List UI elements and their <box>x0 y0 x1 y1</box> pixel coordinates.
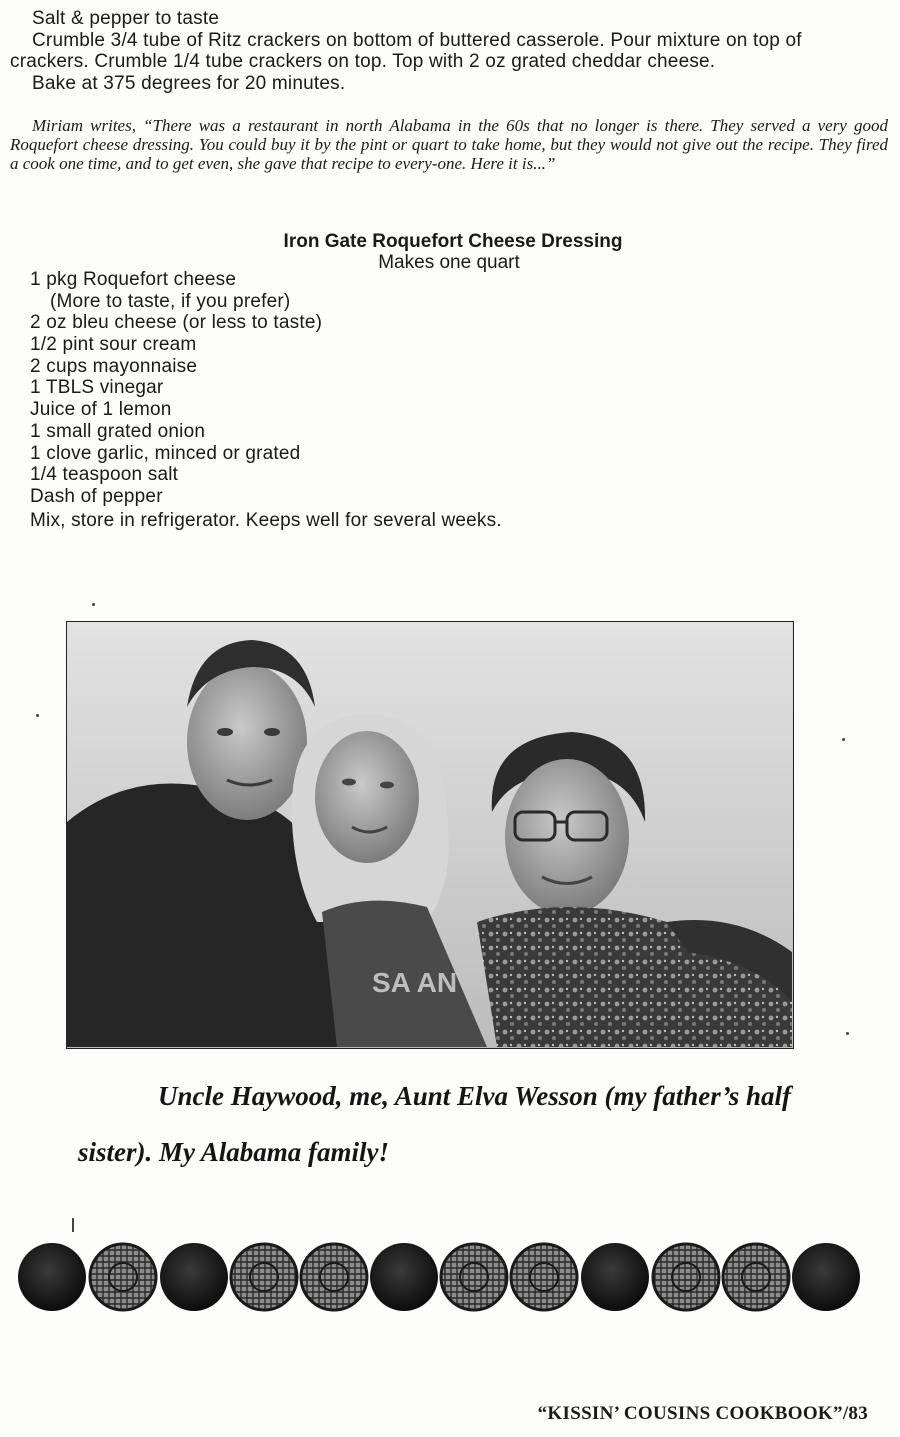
ingredient: Dash of pepper <box>30 485 163 507</box>
ingredient: 1 clove garlic, minced or grated <box>30 442 301 464</box>
print-speck <box>846 1032 849 1035</box>
recipe-intro: Miriam writes, “There was a restaurant in north Alabama in the 60s that no longer is there. They served a very good Roquefort cheese dressing. You could buy it by the pint or quart to take home, but they would not give out the recipe. They fired a cook one time, and to get even, she gave that recipe to every-one. Here it is...” <box>10 116 888 173</box>
ingredient: 2 cups mayonnaise <box>30 355 198 377</box>
page-footer <box>538 1403 868 1425</box>
ingredient: 2 oz bleu cheese (or less to taste) <box>30 312 323 334</box>
book-title: “KISSIN’ COUSINS COOKBOOK” <box>537 1403 843 1424</box>
border-disc-woven-icon <box>723 1244 789 1310</box>
recipe-title: Iron Gate Roquefort Cheese Dressing <box>283 231 623 252</box>
border-disc-woven-icon <box>441 1244 507 1310</box>
ingredient: 1 pkg Roquefort cheese <box>30 269 237 290</box>
previous-recipe-line: crackers. Crumble 1/4 tube crackers on top. Top with 2 oz grated cheddar cheese. <box>10 51 716 72</box>
ingredient: 1/2 pint sour cream <box>30 334 197 356</box>
shirt-lettering: SA AN <box>372 967 458 998</box>
family-photo-illustration <box>67 622 792 1047</box>
border-disc-dark-icon <box>160 1243 228 1311</box>
woman-face <box>315 731 419 863</box>
border-disc-woven-icon <box>90 1244 156 1310</box>
border-disc-woven-icon <box>231 1244 297 1310</box>
print-speck <box>72 1218 74 1232</box>
border-disc-woven-icon <box>511 1244 577 1310</box>
previous-recipe-line: Bake at 375 degrees for 20 minutes. <box>32 72 346 94</box>
recipe-method: Mix, store in refrigerator. Keeps well for several weeks. <box>30 510 502 531</box>
ingredient: 1/4 teaspoon salt <box>30 464 179 486</box>
border-disc-woven-icon <box>301 1244 367 1310</box>
print-speck <box>92 603 95 606</box>
print-speck <box>842 738 845 741</box>
previous-recipe-line: Salt & pepper to taste <box>32 8 220 29</box>
decorative-border <box>16 1241 862 1313</box>
ingredient: 1 small grated onion <box>30 420 206 442</box>
page-number: /83 <box>842 1403 868 1424</box>
man-face <box>187 664 307 820</box>
previous-recipe-line: Crumble 3/4 tube of Ritz crackers on bottom of buttered casserole. Pour mixture on top of <box>32 29 802 51</box>
family-photo <box>66 621 794 1049</box>
previous-recipe-ending <box>10 8 890 94</box>
border-disc-woven-icon <box>653 1244 719 1310</box>
border-disc-dark-icon <box>370 1243 438 1311</box>
border-disc-dark-icon <box>792 1243 860 1311</box>
recipe-yield: Makes one quart <box>378 252 520 273</box>
ingredient-list <box>30 269 730 508</box>
ingredient-note: (More to taste, if you prefer) <box>50 290 291 312</box>
ingredient: Juice of 1 lemon <box>30 399 172 421</box>
border-disc-dark-icon <box>581 1243 649 1311</box>
photo-caption: Uncle Haywood, me, Aunt Elva Wesson (my father’s half sister). My Alabama family! <box>78 1081 792 1167</box>
border-disc-dark-icon <box>18 1243 86 1311</box>
print-speck <box>36 714 39 717</box>
ingredient: 1 TBLS vinegar <box>30 377 164 399</box>
